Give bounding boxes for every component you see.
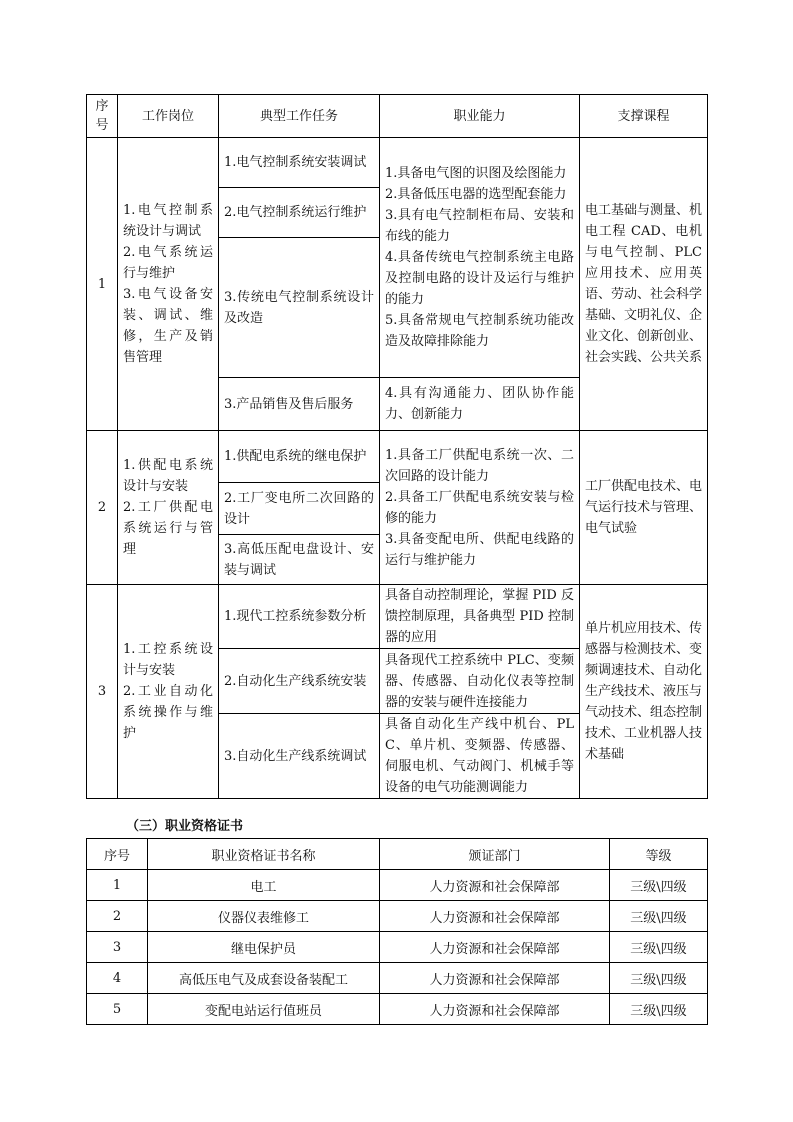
cert-name: 高低压电气及成套设备装配工 (148, 963, 380, 994)
job-posts-cell (118, 431, 219, 585)
row-no: 3 (87, 585, 118, 799)
task-cell: 1.供配电系统的继电保护 (219, 431, 380, 483)
header-no: 序号 (87, 839, 148, 870)
cert-level: 三级\四级 (610, 870, 708, 901)
cert-level: 三级\四级 (610, 963, 708, 994)
table-header-row (87, 839, 708, 870)
ability-item: 3.具有电气控制柜布局、安装和布线的能力 (385, 208, 574, 244)
cert-no: 3 (87, 932, 148, 963)
job-posts-cell (118, 585, 219, 799)
ability-item: 3.具备变配电所、供配电线路的运行与维护能力 (385, 531, 574, 568)
header-issuer: 颁证部门 (380, 839, 610, 870)
header-level: 等级 (610, 839, 708, 870)
cert-issuer: 人力资源和社会保障部 (380, 932, 610, 963)
task-cell: 2.工厂变电所二次回路的设计 (219, 483, 380, 535)
cert-name: 继电保护员 (148, 932, 380, 963)
cert-issuer: 人力资源和社会保障部 (380, 870, 610, 901)
certificate-table (86, 838, 708, 1025)
cert-issuer: 人力资源和社会保障部 (380, 901, 610, 932)
ability-item: 2.具备工厂供配电系统安装与检修的能力 (385, 489, 574, 526)
ability-item: 1.具备工厂供配电系统一次、二次回路的设计能力 (385, 447, 574, 484)
cert-issuer: 人力资源和社会保障部 (380, 963, 610, 994)
cert-name: 变配电站运行值班员 (148, 994, 380, 1025)
table-row (87, 963, 708, 994)
task-cell: 3.高低压配电盘设计、安装与调试 (219, 535, 380, 585)
job-posts-cell (118, 138, 219, 431)
header-task: 典型工作任务 (219, 95, 380, 138)
cert-name: 电工 (148, 870, 380, 901)
task-cell: 3.产品销售及售后服务 (219, 378, 380, 431)
course-cell: 单片机应用技术、传感器与检测技术、变频调速技术、自动化生产线技术、液压与气动技术、组态控制技术、工业机器人技术基础 (580, 585, 708, 799)
cert-no: 2 (87, 901, 148, 932)
row-no: 2 (87, 431, 118, 585)
job-post: 3.电气设备安装、调试、维修，生产及销售管理 (123, 287, 213, 365)
ability-cell: 4.具有沟通能力、团队协作能力、创新能力 (380, 378, 580, 431)
task-cell: 3.自动化生产线系统调试 (219, 714, 380, 799)
header-course: 支撑课程 (580, 95, 708, 138)
ability-cell (380, 138, 580, 378)
cert-no: 5 (87, 994, 148, 1025)
job-post: 2.电气系统运行与维护 (123, 245, 213, 281)
task-cell: 1.电气控制系统安装调试 (219, 138, 380, 188)
table-row (87, 932, 708, 963)
cert-no: 1 (87, 870, 148, 901)
ability-item: 5.具备常规电气控制系统功能改造及故障排除能力 (385, 313, 574, 349)
course-cell: 工厂供配电技术、电气运行技术与管理、电气试验 (580, 431, 708, 585)
table-row (87, 138, 708, 188)
job-post: 1.供配电系统设计与安装 (123, 458, 213, 494)
header-ability: 职业能力 (380, 95, 580, 138)
table-row (87, 994, 708, 1025)
course-cell: 电工基础与测量、机电工程 CAD、电机与电气控制、PLC 应用技术、应用英语、劳动、社会科学基础、文明礼仪、企业文化、创新创业、社会实践、公共关系 (580, 138, 708, 431)
table-row (87, 901, 708, 932)
row-no: 1 (87, 138, 118, 431)
cert-issuer: 人力资源和社会保障部 (380, 994, 610, 1025)
cert-level: 三级\四级 (610, 994, 708, 1025)
ability-item: 2.具备低压电器的选型配套能力 (385, 187, 567, 202)
header-no: 序号 (87, 95, 118, 138)
section-title: （三）职业资格证书 (126, 819, 244, 834)
table-row (87, 585, 708, 649)
ability-item: 1.具备电气图的识图及绘图能力 (385, 166, 567, 181)
job-post: 1.电气控制系统设计与调试 (123, 203, 213, 239)
ability-cell: 具备自动化生产线中机台、PLC、单片机、变频器、传感器、伺服电机、气动阀门、机械手等设备的电气功能测调能力 (380, 714, 580, 799)
job-post: 2.工厂供配电系统运行与管理 (123, 500, 213, 557)
task-cell: 1.现代工控系统参数分析 (219, 585, 380, 649)
task-cell: 2.自动化生产线系统安装 (219, 649, 380, 714)
table-header-row (87, 95, 708, 138)
ability-cell: 具备自动控制理论，掌握 PID 反馈控制原理，具备典型 PID 控制器的应用 (380, 585, 580, 649)
ability-cell (380, 431, 580, 585)
job-competency-table (86, 94, 708, 799)
cert-level: 三级\四级 (610, 901, 708, 932)
task-cell: 2.电气控制系统运行维护 (219, 188, 380, 238)
task-cell: 3.传统电气控制系统设计及改造 (219, 238, 380, 378)
ability-cell: 具备现代工控系统中 PLC、变频器、传感器、自动化仪表等控制器的安装与硬件连接能力 (380, 649, 580, 714)
job-post: 1.工控系统设计与安装 (123, 642, 213, 678)
cert-level: 三级\四级 (610, 932, 708, 963)
table-row (87, 870, 708, 901)
header-cert-name: 职业资格证书名称 (148, 839, 380, 870)
cert-name: 仪器仪表维修工 (148, 901, 380, 932)
ability-item: 4.具备传统电气控制系统主电路及控制电路的设计及运行与维护的能力 (385, 250, 574, 307)
header-post: 工作岗位 (118, 95, 219, 138)
cert-no: 4 (87, 963, 148, 994)
job-post: 2.工业自动化系统操作与维护 (123, 684, 213, 741)
table-row (87, 431, 708, 483)
